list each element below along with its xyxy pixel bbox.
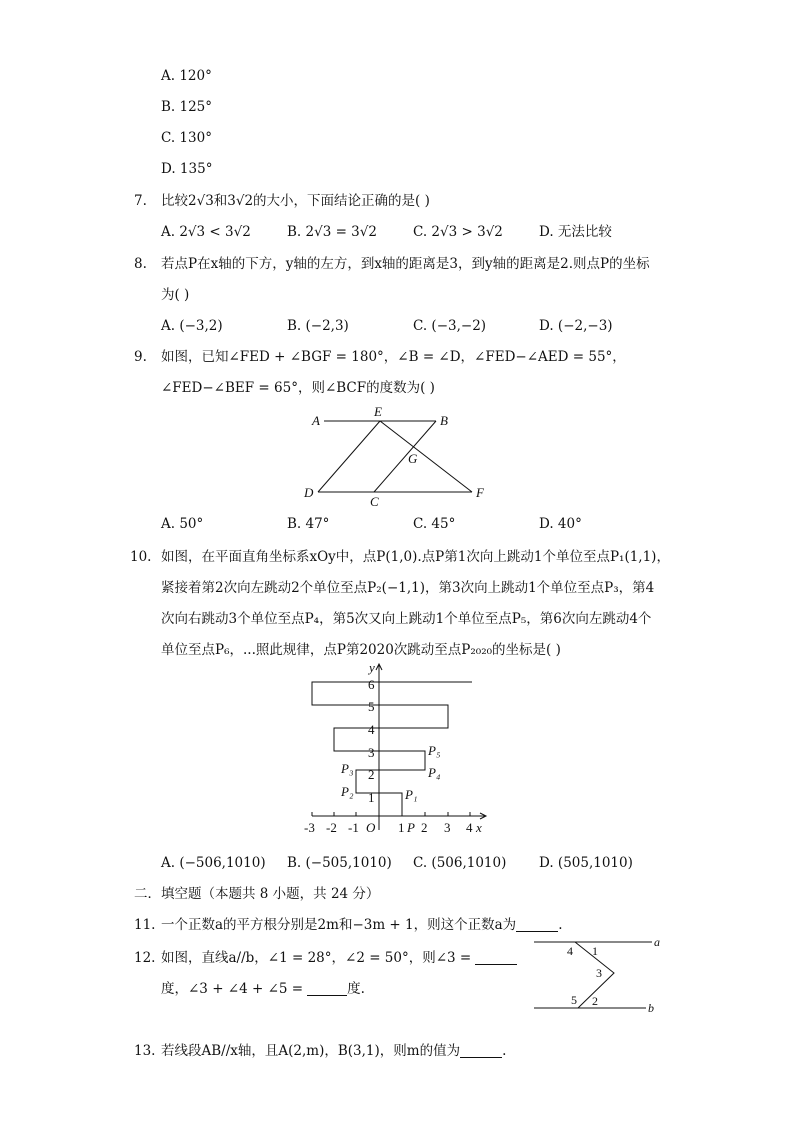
q12-line1: 如图，直线a//b，∠1 = 28°，∠2 = 50°，则∠3 = <box>161 950 472 966</box>
q6-option-d: D. 135° <box>161 161 213 177</box>
q8-number: 8. <box>134 256 147 272</box>
q9-number: 9. <box>134 349 147 365</box>
q7-stem: 比较2√3和3√2的大小，下面结论正确的是( ) <box>161 193 430 209</box>
q8-option-a: A. (−3,2) <box>161 318 223 334</box>
label-G: G <box>408 451 418 466</box>
q13-tail: . <box>502 1043 507 1059</box>
q10-stem-line3: 次向右跳动3个单位至点P₄，第5次又向上跳动1个单位至点P₅，第6次向左跳动4个 <box>161 611 652 627</box>
origin-label: O <box>366 820 376 835</box>
angle-1-label: 1 <box>592 944 598 958</box>
q8-option-c: C. (−3,−2) <box>413 318 487 334</box>
point-P1-label: P₁ <box>405 787 418 802</box>
q10-option-b: B. (−505,1010) <box>287 855 392 871</box>
q13-number: 13. <box>134 1043 156 1059</box>
point-P2-label: P₂ <box>341 784 354 799</box>
q6-option-b: B. 125° <box>161 99 213 115</box>
q9-figure <box>296 402 496 512</box>
q11-number: 11. <box>134 917 156 933</box>
q10-option-c: C. (506,1010) <box>413 855 507 871</box>
q8-stem-line2: 为( ) <box>161 287 190 303</box>
y-axis-label: y <box>369 660 375 675</box>
point-P-label: P <box>407 820 415 835</box>
q12-line2-post: 度. <box>347 981 365 997</box>
q7-option-c: C. 2√3 > 3√2 <box>413 224 503 240</box>
label-C: C <box>370 494 379 509</box>
q8-stem-line1: 若点P在x轴的下方，y轴的左方，到x轴的距离是3，到y轴的距离是2.则点P的坐标 <box>161 256 650 272</box>
q9-option-b: B. 47° <box>287 516 330 532</box>
q7-option-a: A. 2√3 < 3√2 <box>161 224 251 240</box>
q11-answer-blank[interactable] <box>516 917 558 932</box>
q11-tail: . <box>558 917 563 933</box>
x-tick-4: 4 <box>466 820 473 835</box>
line-b-label: b <box>648 1001 654 1015</box>
q11-stem: 一个正数a的平方根分别是2m和−3m + 1，则这个正数a为 <box>161 917 517 933</box>
x-axis-label: x <box>476 820 482 835</box>
q12-answer-blank-2[interactable] <box>307 981 347 996</box>
label-E: E <box>374 404 382 419</box>
q10-coordinate-figure <box>298 660 498 840</box>
x-tick-1: 1 <box>398 820 405 835</box>
q6-option-a: A. 120° <box>161 68 212 84</box>
line-a-label: a <box>654 935 660 949</box>
q7-option-b: B. 2√3 = 3√2 <box>287 224 377 240</box>
q10-stem-line1: 如图，在平面直角坐标系xOy中，点P(1,0).点P第1次向上跳动1个单位至点P₁(1,1)， <box>161 549 670 565</box>
q8-option-d: D. (−2,−3) <box>539 318 613 334</box>
x-tick-neg2: -2 <box>326 820 337 835</box>
q12-figure <box>530 932 670 1018</box>
q10-stem-line4: 单位至点P₆，...照此规律，点P第2020次跳动至点P₂₀₂₀的坐标是( ) <box>161 642 561 658</box>
section-heading: 二．填空题（本题共 8 小题，共 24 分） <box>134 886 380 902</box>
point-P4-label: P₄ <box>428 765 441 780</box>
x-tick-3: 3 <box>444 820 451 835</box>
point-P3-label: P₃ <box>341 761 354 776</box>
q9-stem-line2: ∠FED−∠BEF = 65°，则∠BCF的度数为( ) <box>161 380 435 396</box>
x-tick-neg1: -1 <box>348 820 359 835</box>
q12-line2-pre: 度，∠3 + ∠4 + ∠5 = <box>161 981 304 997</box>
y-tick-3: 3 <box>368 745 375 760</box>
angle-4-label: 4 <box>567 944 573 958</box>
q8-option-b: B. (−2,3) <box>287 318 349 334</box>
label-D: D <box>304 485 314 500</box>
q9-option-a: A. 50° <box>161 516 204 532</box>
angle-2-label: 2 <box>592 994 598 1008</box>
q10-stem-line2: 紧接着第2次向左跳动2个单位至点P₂(−1,1)，第3次向上跳动1个单位至点P₃，第4 <box>161 580 655 596</box>
q6-option-c: C. 130° <box>161 130 212 146</box>
point-P5-label: P₅ <box>428 743 441 758</box>
q9-stem-line1: 如图，已知∠FED + ∠BGF = 180°，∠B = ∠D，∠FED−∠AED = 55°， <box>161 349 626 365</box>
q13-stem: 若线段AB//x轴，且A(2,m)，B(3,1)，则m的值为 <box>161 1043 461 1059</box>
jump-path <box>312 682 472 816</box>
y-tick-1: 1 <box>368 790 375 805</box>
q10-option-d: D. (505,1010) <box>539 855 633 871</box>
angle-5-label: 5 <box>571 993 577 1007</box>
q10-number: 10. <box>130 549 152 565</box>
x-tick-2: 2 <box>421 820 428 835</box>
q7-option-d: D. 无法比较 <box>539 224 612 240</box>
label-F: F <box>476 485 484 500</box>
angle-3-label: 3 <box>596 966 602 980</box>
x-tick-neg3: -3 <box>304 820 315 835</box>
q9-option-c: C. 45° <box>413 516 456 532</box>
q10-option-a: A. (−506,1010) <box>161 855 266 871</box>
y-tick-6: 6 <box>368 677 375 692</box>
y-tick-4: 4 <box>368 722 375 737</box>
q12-number: 12. <box>134 950 156 966</box>
y-tick-2: 2 <box>368 767 375 782</box>
q7-number: 7. <box>134 193 147 209</box>
q12-answer-blank-1[interactable] <box>475 950 517 965</box>
q13-answer-blank[interactable] <box>460 1043 502 1058</box>
y-tick-5: 5 <box>368 699 375 714</box>
label-A: A <box>312 413 320 428</box>
q9-option-d: D. 40° <box>539 516 582 532</box>
label-B: B <box>440 413 448 428</box>
